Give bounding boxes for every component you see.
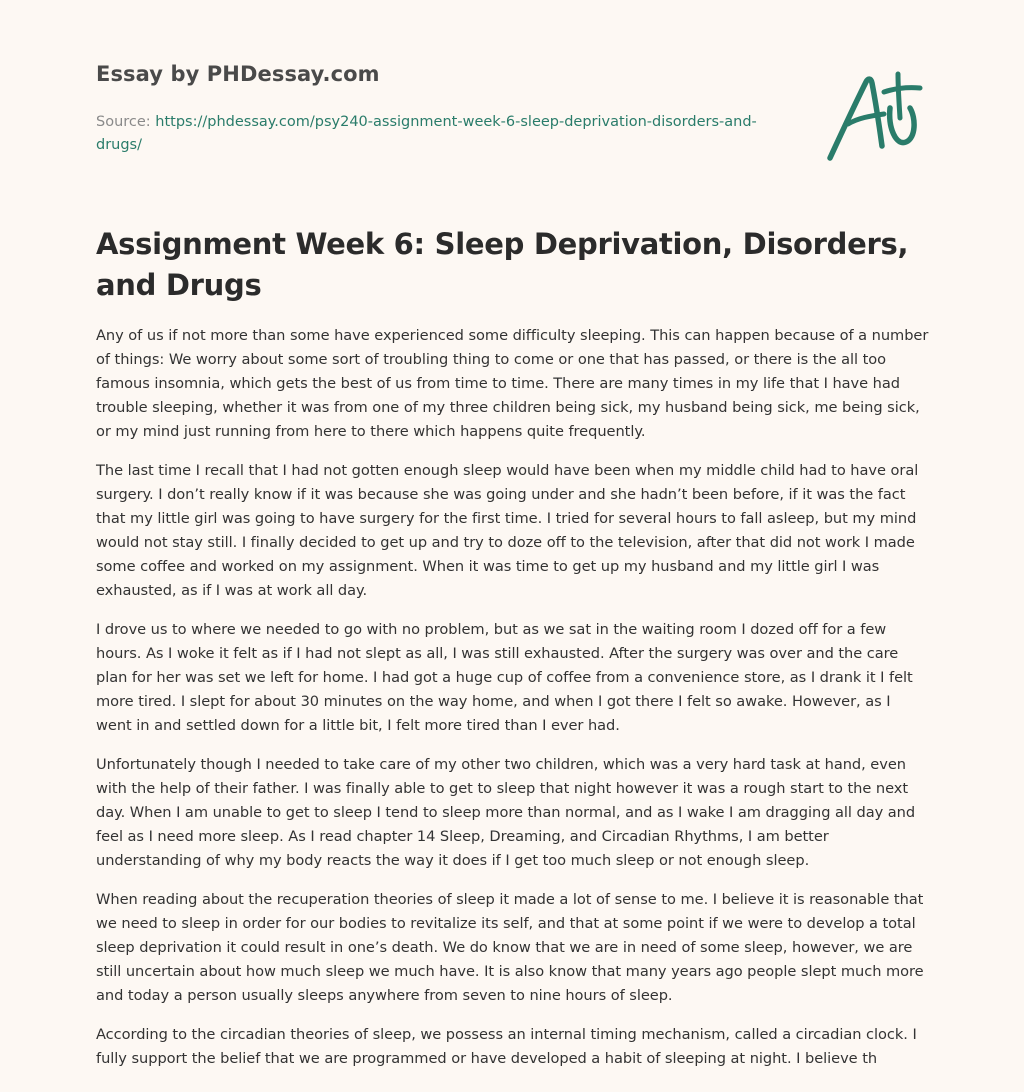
- source-link[interactable]: https://phdessay.com/psy240-assignment-week-6-sleep-deprivation-disorders-and-drugs/: [96, 114, 757, 153]
- source-line: [96, 111, 776, 157]
- essay-paragraph: According to the circadian theories of sleep, we possess an internal timing mechanism, called a circadian clock. I fully support the belief that we are programmed or have developed a habit of sleeping at night. I believe th: [96, 1026, 917, 1067]
- site-title: Essay by PHDessay.com: [96, 62, 380, 86]
- essay-body: [96, 324, 930, 1086]
- essay-paragraph: When reading about the recuperation theories of sleep it made a lot of sense to me. I believe it is reasonable that we need to sleep in order for our bodies to revitalize its self, and that at some point if we were to develop a total sleep deprivation it could result in one’s death. We do know that we are in need of some sleep, however, we are still uncertain about how much sleep we much have. It is also know that many years ago people slept much more and today a person usually sleeps anywhere from seven to nine hours of sleep.: [96, 891, 924, 1004]
- essay-paragraph: Unfortunately though I needed to take care of my other two children, which was a very hard task at hand, even with the help of their father. I was finally able to get to sleep that night however it was a rough start to the next day. When I am unable to get to sleep I tend to sleep more than normal, and as I wake I am dragging all day and feel as I need more sleep. As I read chapter 14 Sleep, Dreaming, and Circadian Rhythms, I am better understanding of why my body reacts the way it does if I get too much sleep or not enough sleep.: [96, 756, 916, 869]
- essay-paragraph: The last time I recall that I had not gotten enough sleep would have been when my middle child had to have oral surgery. I don’t really know if it was because she was going under and she hadn’t been before, if it was the fact that my little girl was going to have surgery for the first time. I tried for several hours to fall asleep, but my mind would not stay still. I finally decided to get up and try to doze off to the television, after that did not work I made some coffee and worked on my assignment. When it was time to get up my husband and my little girl I was exhausted, as if I was at work all day.: [96, 462, 919, 599]
- source-label: Source:: [96, 114, 156, 130]
- essay-title: Assignment Week 6: Sleep Deprivation, Disorders, and Drugs: [96, 227, 909, 302]
- essay-page: [96, 0, 929, 1067]
- essay-paragraph: I drove us to where we needed to go with no problem, but as we sat in the waiting room I dozed off for a few hours. As I woke it felt as if I had not slept as all, I was still exhausted. After the surgery was over and the care plan for her was set we left for home. I had got a huge cup of coffee from a convenience store, as I drank it I felt more tired. I slept for about 30 minutes on the way home, and when I got there I felt so awake. However, as I went in and settled down for a little bit, I felt more tired than I ever had.: [96, 621, 913, 734]
- a-plus-logo-icon: [824, 66, 924, 166]
- page-header: [96, 0, 928, 200]
- essay-paragraph: Any of us if not more than some have experienced some difficulty sleeping. This can happen because of a number of things: We worry about some sort of troubling thing to come or one that has passed, or there is the all too famous insomnia, which gets the best of us from time to time. There are many times in my life that I have had trouble sleeping, whether it was from one of my three children being sick, my husband being sick, me being sick, or my mind just running from here to there which happens quite frequently.: [96, 327, 929, 440]
